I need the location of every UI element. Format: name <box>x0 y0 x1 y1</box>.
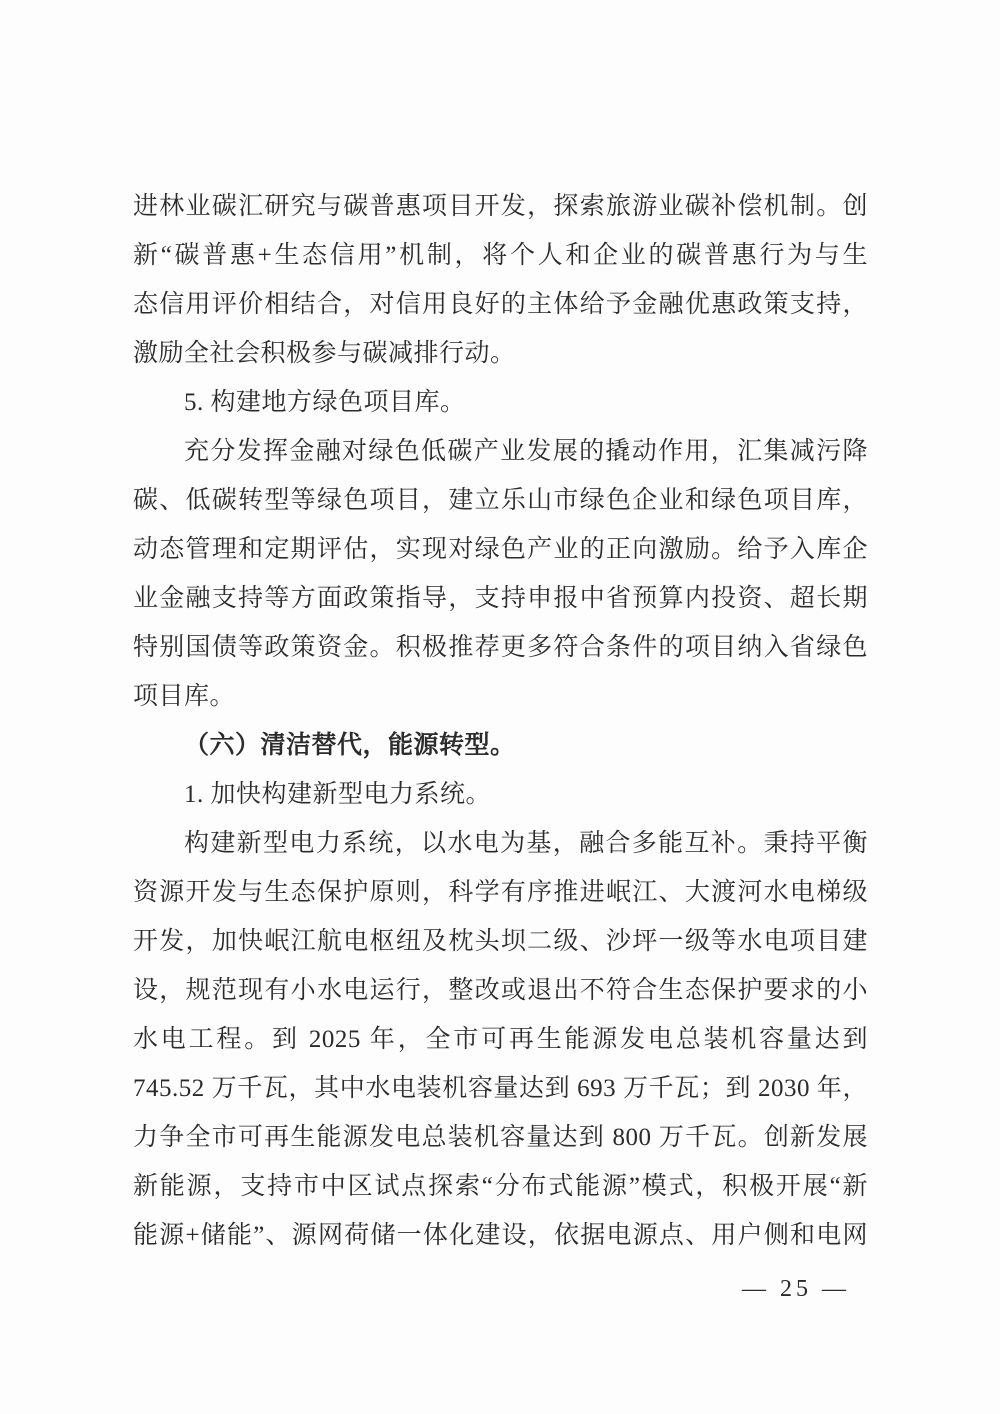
text-line: 水电工程。到 2025 年，全市可再生能源发电总装机容量达到 <box>133 1026 868 1053</box>
text-line: 力争全市可再生能源发电总装机容量达到 800 万千瓦。创新发展 <box>133 1124 868 1151</box>
text-line: 项目库。 <box>133 683 236 710</box>
text-line: 构建新型电力系统，以水电为基，融合多能互补。秉持平衡 <box>184 830 868 857</box>
numbered-heading-1: 1. 加快构建新型电力系统。 <box>184 781 492 808</box>
text-line: 充分发挥金融对绿色低碳产业发展的撬动作用，汇集减污降 <box>184 438 868 465</box>
text-line: 特别国债等政策资金。积极推荐更多符合条件的项目纳入省绿色 <box>133 634 868 661</box>
text-line: 激励全社会积极参与碳减排行动。 <box>133 340 516 367</box>
text-line: 态信用评价相结合，对信用良好的主体给予金融优惠政策支持， <box>133 291 868 318</box>
text-line: 设，规范现有小水电运行，整改或退出不符合生态保护要求的小 <box>133 977 868 1004</box>
page-footer <box>742 1276 850 1303</box>
text-line: 745.52 万千瓦，其中水电装机容量达到 693 万千瓦；到 2030 年， <box>133 1075 868 1102</box>
text-line: 资源开发与生态保护原则，科学有序推进岷江、大渡河水电梯级 <box>133 879 868 906</box>
text-line: 碳、低碳转型等绿色项目，建立乐山市绿色企业和绿色项目库， <box>133 487 868 514</box>
text-line: 业金融支持等方面政策指导，支持申报中省预算内投资、超长期 <box>133 585 868 612</box>
text-line: 进林业碳汇研究与碳普惠项目开发，探索旅游业碳补偿机制。创 <box>133 193 868 220</box>
page-number: — 25 — <box>742 1276 850 1302</box>
numbered-heading-5: 5. 构建地方绿色项目库。 <box>184 389 466 416</box>
document-body <box>133 182 868 1260</box>
text-line: 新“碳普惠+生态信用”机制，将个人和企业的碳普惠行为与生 <box>133 242 868 269</box>
section-heading-6: （六）清洁替代，能源转型。 <box>184 732 516 759</box>
text-line: 能源+储能”、源网荷储一体化建设，依据电源点、用户侧和电网 <box>133 1222 868 1249</box>
text-line: 新能源，支持市中区试点探索“分布式能源”模式，积极开展“新 <box>133 1173 868 1200</box>
text-line: 动态管理和定期评估，实现对绿色产业的正向激励。给予入库企 <box>133 536 868 563</box>
text-line: 开发，加快岷江航电枢纽及枕头坝二级、沙坪一级等水电项目建 <box>133 928 868 955</box>
